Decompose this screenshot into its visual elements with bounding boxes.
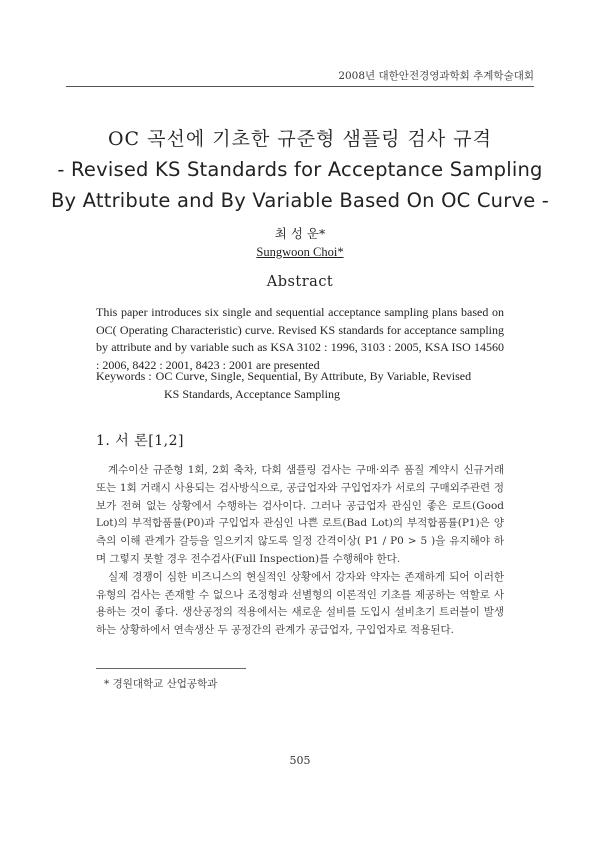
- running-head: 2008년 대한안전경영과학회 추계학술대회: [338, 70, 534, 82]
- keywords: [96, 368, 504, 403]
- footnote-rule: [96, 668, 246, 669]
- title-english-line2: By Attribute and By Variable Based On OC Curve -: [50, 189, 550, 212]
- authors: [0, 224, 600, 262]
- keywords-line2: KS Standards, Acceptance Sampling: [164, 386, 340, 401]
- title-korean: OC 곡선에 기초한 규준형 샘플링 검사 규격: [107, 128, 493, 150]
- page-number: 505: [289, 754, 311, 767]
- introduction-paragraph-1: 계수이산 규준형 1회, 2회 축차, 다회 샘플링 검사는 구매·외주 품질 계약시 신규거래 또는 1회 거래시 사용되는 검사방식으로, 공급업자와 구입업자가 서로의 구매외주관련 정보가 전혀 없는 상황에서 수행하는 검사이다. 그러나 공급업자 관심인 좋은 로트(Good Lot)의 부적합품률(P0)과 구입업자 관심인 나쁜 로트(Bad Lot)의 부적합품률(P1)은 양측의 이해 관계가 갈등을 일으키지 않도록 일정 간격이상( P1 / P0 > 5 )을 유지해야 하며 그렇지 못할 경우 전수검사(Full Inspection)를 수행해야 한다.: [96, 464, 504, 565]
- title-english-line1: - Revised KS Standards for Acceptance Sampling: [57, 158, 543, 181]
- author-english: Sungwoon Choi*: [256, 245, 344, 259]
- section-heading-introduction: 1. 서 론[1,2]: [96, 433, 184, 449]
- introduction-paragraph-2: 실제 경쟁이 심한 비즈니스의 현실적인 상황에서 강자와 약자는 존재하게 되어 이러한 유형의 검사는 존재할 수 없으나 조정형과 선별형의 이론적인 기초를 제공하는 역할로 사용하는 것이 좋다. 생산공정의 적용에서는 새로운 설비를 도입시 설비초기 트러블이 발생하는 상황하에서 연속생산 두 공정간의 관계가 공급업자, 구입업자로 적용된다.: [96, 570, 504, 637]
- introduction-body: [96, 462, 504, 640]
- keywords-label: Keywords :: [96, 369, 152, 383]
- abstract-text: This paper introduces six single and sequential acceptance sampling plans based on OC( Operating Characteristic) curve. Revised KS standards for acceptance sampling by attribute and by variable such as KSA 3102 : 1996, 3103 : 2005, KSA ISO 14560 : 2006, 8422 : 2001, 8423 : 2001 are presented: [96, 305, 504, 372]
- paper-title: [0, 124, 600, 216]
- keywords-line1: OC Curve, Single, Sequential, By Attribute, By Variable, Revised: [155, 369, 472, 383]
- header-rule: [66, 86, 534, 87]
- abstract-heading: Abstract: [266, 274, 334, 290]
- author-korean: 최 성 운*: [274, 226, 326, 241]
- affiliation-footnote: * 경원대학교 산업공학과: [104, 678, 218, 690]
